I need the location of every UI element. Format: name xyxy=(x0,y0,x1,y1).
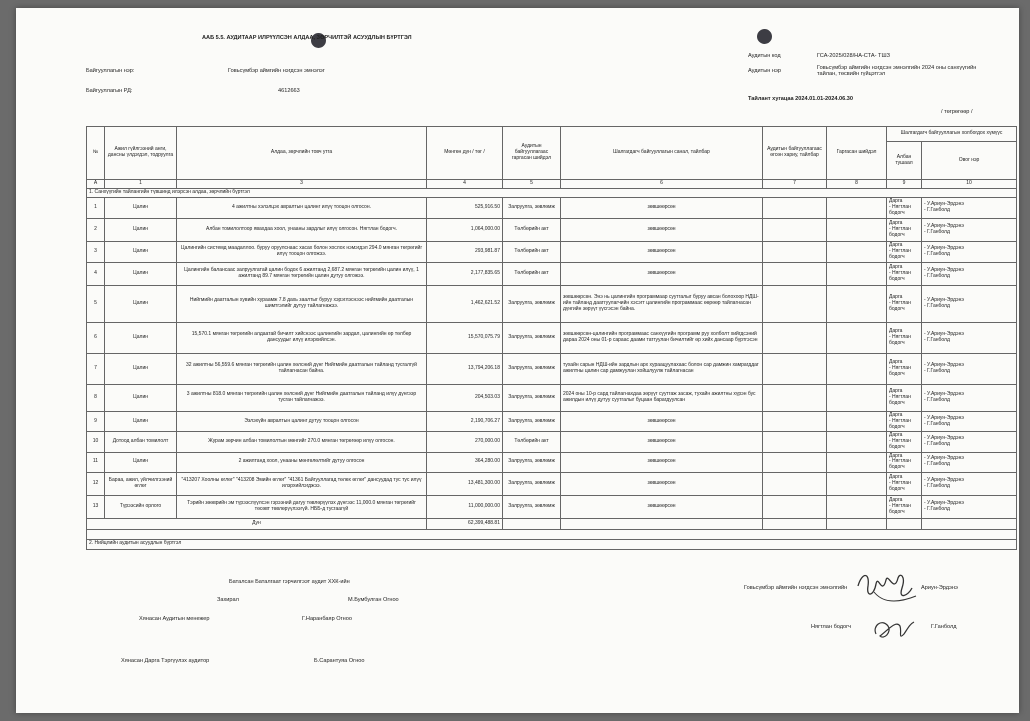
description-cell: 4 ажилтны хэлэлцэх авралтын цалинг илүү тооцон олгосон. xyxy=(177,198,427,219)
empty-cell xyxy=(763,219,827,242)
role-cell: Дарга - Нягтлан бодогч xyxy=(887,198,922,219)
empty-cell xyxy=(827,518,887,529)
description-cell: Тэрийн зөөврийн эм түрээслүүлсэн гэрээний дагуу төвлөрүүлэх дүнгээс 11,000.0 мянган төгрөгийг төсөвт төвлөрүүлээгүй. НББ-д тусгаагүй xyxy=(177,495,427,518)
col-group-header: Шалгагдагч байгууллагын холбогдох хүмүүс xyxy=(887,127,1017,142)
empty-cell xyxy=(827,219,887,242)
auditee-name-value: Говьсүмбэр аймгийн нэгдсэн эмнэлэг xyxy=(228,68,325,74)
row-number: 13 xyxy=(87,495,105,518)
solution-cell: Залруулга, зөвлөмж xyxy=(503,472,561,495)
form-title: ААБ 5.5. АУДИТААР ИЛРҮҮЛСЭН АЛДАА, ЗӨРЧИЛТЭЙ АСУУДЛЫН БҮРТГЭЛ xyxy=(202,35,412,41)
col-header: Ажил гүйлгээний анги, дансны үлдэгдэл, тодруулга xyxy=(105,127,177,180)
role-cell: Дарга - Нягтлан бодогч xyxy=(887,452,922,472)
solution-cell: Залруулга, зөвлөмж xyxy=(503,495,561,518)
amount-cell: 293,981.87 xyxy=(427,242,503,263)
role-cell: Дарга - Нягтлан бодогч xyxy=(887,385,922,412)
role-cell: Дарга - Нягтлан бодогч xyxy=(887,472,922,495)
name-cell: - У.Ариун-Эрдэнэ - Г.Ганболд xyxy=(922,385,1017,412)
auditee-signer-name: Г.Ганболд xyxy=(931,624,957,630)
table-row xyxy=(87,432,1017,452)
amount-cell: 1,064,000.00 xyxy=(427,219,503,242)
role-cell: Дарга - Нягтлан бодогч xyxy=(887,432,922,452)
row-number: 4 xyxy=(87,263,105,286)
reply-cell: зөвшөөрсөн xyxy=(561,495,763,518)
empty-cell xyxy=(827,242,887,263)
name-cell: - У.Ариун-Эрдэнэ - Г.Ганболд xyxy=(922,242,1017,263)
solution-cell: Залруулга, зөвлөмж xyxy=(503,323,561,354)
name-cell: - У.Ариун-Эрдэнэ - Г.Ганболд xyxy=(922,219,1017,242)
solution-cell: Төлбөрийн акт xyxy=(503,263,561,286)
account-cell: Цалин xyxy=(105,452,177,472)
amount-cell: 13,481,300.00 xyxy=(427,472,503,495)
empty-cell xyxy=(827,412,887,432)
reply-cell: зөвшөөрсөн xyxy=(561,242,763,263)
empty-cell xyxy=(922,518,1017,529)
role-cell: Дарга - Нягтлан бодогч xyxy=(887,286,922,323)
audit-code-label: Аудитын код xyxy=(748,53,781,59)
description-cell: 3 ажилтны 818.0 мянган төгрөгийн цалин хөлсний дүнг Нийгмийн даатгалын тайланд илүү дүнгээр тусган тайлагнажээ. xyxy=(177,385,427,412)
section-title: 2. Нийцлийн аудитын асуудлын бүртгэл xyxy=(87,539,1017,549)
document-page xyxy=(16,8,1019,713)
spacer-row xyxy=(87,529,1017,539)
account-cell: Цалин xyxy=(105,412,177,432)
solution-cell: Залруулга, зөвлөмж xyxy=(503,412,561,432)
solution-cell: Залруулга, зөвлөмж xyxy=(503,385,561,412)
description-cell: Журам зөрчин албан томилолтын мөнгийг 270.0 мянган төгрөгөөр илүү олгосон. xyxy=(177,432,427,452)
footer-person: Б.Сарантуяа Огноо xyxy=(314,658,365,664)
table-row xyxy=(87,219,1017,242)
empty-cell xyxy=(827,452,887,472)
amount-cell: 204,503.03 xyxy=(427,385,503,412)
account-cell: Цалин xyxy=(105,242,177,263)
account-cell: Дотоод албан томилолт xyxy=(105,432,177,452)
solution-cell: Төлбөрийн акт xyxy=(503,242,561,263)
role-cell: Дарга - Нягтлан бодогч xyxy=(887,263,922,286)
solution-cell: Төлбөрийн акт xyxy=(503,432,561,452)
amount-cell: 2,190,706.27 xyxy=(427,412,503,432)
empty-cell xyxy=(763,472,827,495)
role-cell: Дарга - Нягтлан бодогч xyxy=(887,354,922,385)
reply-cell: тухайн сарын НДШ-ийн зардлын арх хураацуулахаас болон сар дамжин хамрагддаг ажилтны цалин сар дамжуулан хойшлуулж тайлагнасан xyxy=(561,354,763,385)
empty-cell xyxy=(827,432,887,452)
description-cell: Эзлэхүйн авралтын цалинг дутуу тооцон олгосон xyxy=(177,412,427,432)
footer-line-1: Баталсан Баталгаат гэрчилгээт аудит ХХК-ийн xyxy=(229,579,350,585)
table-row xyxy=(87,286,1017,323)
col-header: Мөнгөн дүн / төг / xyxy=(427,127,503,180)
col-number: 10 xyxy=(922,180,1017,189)
col-header: Овог нэр xyxy=(922,142,1017,180)
reporting-period: Тайлант хугацаа 2024.01.01-2024.06.30 xyxy=(748,96,854,102)
empty-cell xyxy=(827,385,887,412)
signature-image xyxy=(852,566,922,608)
total-row xyxy=(87,518,1017,529)
col-number: 1 xyxy=(105,180,177,189)
empty-cell xyxy=(763,263,827,286)
amount-cell: 270,000.00 xyxy=(427,432,503,452)
amount-cell: 525,916.50 xyxy=(427,198,503,219)
table-row xyxy=(87,385,1017,412)
empty-cell xyxy=(763,452,827,472)
account-cell: Цалин xyxy=(105,323,177,354)
amount-cell: 11,000,000.00 xyxy=(427,495,503,518)
solution-cell: Залруулга, зөвлөмж xyxy=(503,198,561,219)
col-number: 5 xyxy=(503,180,561,189)
col-number: 7 xyxy=(763,180,827,189)
empty-cell xyxy=(763,412,827,432)
footer-role: Хянасан Аудитын менежер xyxy=(139,616,210,622)
auditee-signer-role: Нягтлан бодогч xyxy=(811,624,852,630)
table-row xyxy=(87,323,1017,354)
footer-person: М.Бумбулган Огноо xyxy=(348,597,399,603)
auditee-reg-value: 4612663 xyxy=(278,88,300,94)
empty-cell xyxy=(561,518,763,529)
audit-name-value: Говьсүмбэр аймгийн нэгдсэн эмнэлгийн 2024 оны санхүүгийн тайлан, төсвийн гүйцэтгэл xyxy=(817,65,977,78)
amount-cell: 364,280.00 xyxy=(427,452,503,472)
table-row xyxy=(87,495,1017,518)
solution-cell: Залруулга, зөвлөмж xyxy=(503,354,561,385)
row-number: 11 xyxy=(87,452,105,472)
section-title: 1. Санхүүгийн тайлангийн түвшинд илэрсэн алдаа, зөрчлийн бүртгэл xyxy=(87,189,1017,198)
account-cell: Цалин xyxy=(105,354,177,385)
reply-cell: зөвшөөрсөн xyxy=(561,412,763,432)
table-row xyxy=(87,452,1017,472)
reply-cell: зөвшөөрсөн xyxy=(561,263,763,286)
name-cell: - У.Ариун-Эрдэнэ - Г.Ганболд xyxy=(922,323,1017,354)
name-cell: - У.Ариун-Эрдэнэ - Г.Ганболд xyxy=(922,198,1017,219)
name-cell: - У.Ариун-Эрдэнэ - Г.Ганболд xyxy=(922,286,1017,323)
auditee-reg-label: Байгууллагын РД: xyxy=(86,88,133,94)
name-cell: - У.Ариун-Эрдэнэ - Г.Ганболд xyxy=(922,432,1017,452)
row-number: 7 xyxy=(87,354,105,385)
account-cell: Цалин xyxy=(105,385,177,412)
reply-cell: зөвшөөрсөн xyxy=(561,452,763,472)
row-number: 6 xyxy=(87,323,105,354)
empty-cell xyxy=(827,286,887,323)
col-number: 6 xyxy=(561,180,763,189)
reply-cell: 2024 оны 10-р сард тайлагнахдаа зөрүүг суутгаж засаж, тухайн ажилтны хүрэн бус ажилдын илүү дутуу суутгалыг буцаан барагдуулсан xyxy=(561,385,763,412)
name-cell: - У.Ариун-Эрдэнэ - Г.Ганболд xyxy=(922,354,1017,385)
empty-cell xyxy=(827,495,887,518)
role-cell: Дарга - Нягтлан бодогч xyxy=(887,323,922,354)
solution-cell: Төлбөрийн акт xyxy=(503,219,561,242)
role-cell: Дарга - Нягтлан бодогч xyxy=(887,219,922,242)
total-amount: 62,399,488.81 xyxy=(427,518,503,529)
table-row xyxy=(87,263,1017,286)
reply-cell: зөвшөөрсөн. Энэ нь цалингийн программаар суутгалыг буруу авсан болохоор НДШ-ийн тайланд даатгуулагчийн хэсэгт цалингийн программаас өөрөөр тайлагнасан дүнгийн зөрүүг үүсгэсэн байна. xyxy=(561,286,763,323)
auditee-signer-name: Ариун-Эрдэнэ xyxy=(921,585,958,591)
table-row xyxy=(87,242,1017,263)
empty-cell xyxy=(763,286,827,323)
amount-cell: 15,570,075.79 xyxy=(427,323,503,354)
amount-cell: 1,462,621.52 xyxy=(427,286,503,323)
col-number: 3 xyxy=(177,180,427,189)
empty-cell xyxy=(763,198,827,219)
empty-cell xyxy=(827,323,887,354)
description-cell: 32 ажилтны 56,559.6 мянган төгрөгийн цалин хөлсний дүнг Нийгмийн даатгалын тайланд тусгалгүй тайлагнасан байна. xyxy=(177,354,427,385)
empty-cell xyxy=(763,242,827,263)
col-header: Алдаа, зөрчлийн товч утга xyxy=(177,127,427,180)
row-number: 1 xyxy=(87,198,105,219)
description-cell: Нийгмийн даатгалын хувийн хураамж 7.8 дахь заалтыг буруу хэрэглэснээс нийгмийн даатгалын шимтгэлийг дутуу тайлагнажээ. xyxy=(177,286,427,323)
empty-cell xyxy=(827,354,887,385)
empty-cell xyxy=(763,323,827,354)
reply-cell: зөвшөөрсөн xyxy=(561,219,763,242)
empty-cell xyxy=(827,263,887,286)
description-cell: Цалингийн балансаас залруулгатай цалин бодох 6 ажилтанд 2,687.2 мянган төгрөгийн цалин илүү, 1 ажилтанд 89.7 мянган төгрөгийн цалин дутуу олгожээ. xyxy=(177,263,427,286)
name-cell: - У.Ариун-Эрдэнэ - Г.Ганболд xyxy=(922,495,1017,518)
empty-cell xyxy=(763,354,827,385)
description-cell: Цалингийн системд маадаллоо. буруу оруулснаас хасах болон хослох нэмэгдэл 294.0 мянган төгрөгийг илүү тооцон олгожээ. xyxy=(177,242,427,263)
empty-cell xyxy=(827,472,887,495)
solution-cell: Залруулга, зөвлөмж xyxy=(503,286,561,323)
name-cell: - У.Ариун-Эрдэнэ - Г.Ганболд xyxy=(922,412,1017,432)
description-cell: 15,570.1 мянган төгрөгийн алдаатай бичилт хийснээс цалингийн зардал, цалингийн өр төлбөр дансуудыг илүү илэрхийлсэн. xyxy=(177,323,427,354)
reply-cell: зөвшөөрсөн xyxy=(561,198,763,219)
row-number: 8 xyxy=(87,385,105,412)
empty-cell xyxy=(887,518,922,529)
account-cell: Түрээсийн орлого xyxy=(105,495,177,518)
empty-cell xyxy=(827,198,887,219)
auditee-name-label: Байгууллагын нэр: xyxy=(86,68,135,74)
col-number: 4 xyxy=(427,180,503,189)
row-number: 5 xyxy=(87,286,105,323)
row-number: 9 xyxy=(87,412,105,432)
reply-cell: зөвшөөрсөн xyxy=(561,472,763,495)
col-number: A xyxy=(87,180,105,189)
col-header: № xyxy=(87,127,105,180)
signature-image xyxy=(868,612,918,646)
footer-role: Захирал xyxy=(217,597,239,603)
name-cell: - У.Ариун-Эрдэнэ - Г.Ганболд xyxy=(922,452,1017,472)
col-header: Гаргасан шийдэл xyxy=(827,127,887,180)
table-row xyxy=(87,412,1017,432)
audit-name-label: Аудитын нэр xyxy=(748,68,781,74)
table-row xyxy=(87,354,1017,385)
footer-role: Хянасан Дарга Тэргүүлэх аудитор xyxy=(121,658,210,664)
account-cell: Цалин xyxy=(105,263,177,286)
account-cell: Цалин xyxy=(105,286,177,323)
name-cell: - У.Ариун-Эрдэнэ - Г.Ганболд xyxy=(922,263,1017,286)
solution-cell: Залруулга, зөвлөмж xyxy=(503,452,561,472)
footer-person: Г.Наранбаяр Огноо xyxy=(302,616,352,622)
amount-cell: 13,794,206.18 xyxy=(427,354,503,385)
empty-cell xyxy=(503,518,561,529)
row-number: 10 xyxy=(87,432,105,452)
col-number: 9 xyxy=(887,180,922,189)
name-cell: - У.Ариун-Эрдэнэ - Г.Ганболд xyxy=(922,472,1017,495)
table-row xyxy=(87,198,1017,219)
description-cell: 2 ажилтанд хоол, унааны мөнгөлөлтийг дутуу олгосон xyxy=(177,452,427,472)
table-row xyxy=(87,472,1017,495)
reply-cell: зөвшөөрсөн xyxy=(561,432,763,452)
role-cell: Дарга - Нягтлан бодогч xyxy=(887,242,922,263)
role-cell: Дарга - Нягтлан бодогч xyxy=(887,495,922,518)
role-cell: Дарга - Нягтлан бодогч xyxy=(887,412,922,432)
row-number: 2 xyxy=(87,219,105,242)
total-label: Дүн xyxy=(87,518,427,529)
reply-cell: зөвшөөрсөн-цалингийн программаас санхүүгийн программ руу холболт хийгдсэний дараа 2024 оны 01-р сараас даами татгуулан бичилтийг өр хийх дансаар бүртгэсэн xyxy=(561,323,763,354)
audit-code-value: ГСА-2025/028/НА-СТА- ТШЗ xyxy=(817,53,890,59)
account-cell: Цалин xyxy=(105,219,177,242)
col-header: Албан тушаал xyxy=(887,142,922,180)
punch-hole xyxy=(757,29,772,44)
col-header: Аудитын байгууллагаас гаргасан шийдэл xyxy=(503,127,561,180)
col-number: 8 xyxy=(827,180,887,189)
auditee-signer-org: Говьсүмбэр аймгийн нэгдсэн эмнэлгийн xyxy=(744,585,848,591)
account-cell: Бараа, ажил, үйлчилгээний өглөг xyxy=(105,472,177,495)
findings-table xyxy=(86,126,1017,550)
empty-cell xyxy=(763,432,827,452)
description-cell: Албан томилолтоор явахдаа хоол, унааны зардлыг илүү олгосон. Нягтлан бодогч. xyxy=(177,219,427,242)
currency-unit: / төгрөгөөр / xyxy=(941,109,973,115)
account-cell: Цалин xyxy=(105,198,177,219)
row-number: 3 xyxy=(87,242,105,263)
row-number: 12 xyxy=(87,472,105,495)
empty-cell xyxy=(763,518,827,529)
col-header: Аудитын байгууллагаас өгсөн хариу, тайлбар xyxy=(763,127,827,180)
col-header: Шалгагдагч байгууллагын санал, тайлбар xyxy=(561,127,763,180)
empty-cell xyxy=(763,385,827,412)
empty-cell xyxy=(763,495,827,518)
description-cell: "413207 Хоолны өглөг" "413208 Эмийн өглөг" "41361 Байгууллагад төлөх өглөг" дансуудад тус тус илүү илэрхийлэгджээ. xyxy=(177,472,427,495)
amount-cell: 2,177,835.65 xyxy=(427,263,503,286)
